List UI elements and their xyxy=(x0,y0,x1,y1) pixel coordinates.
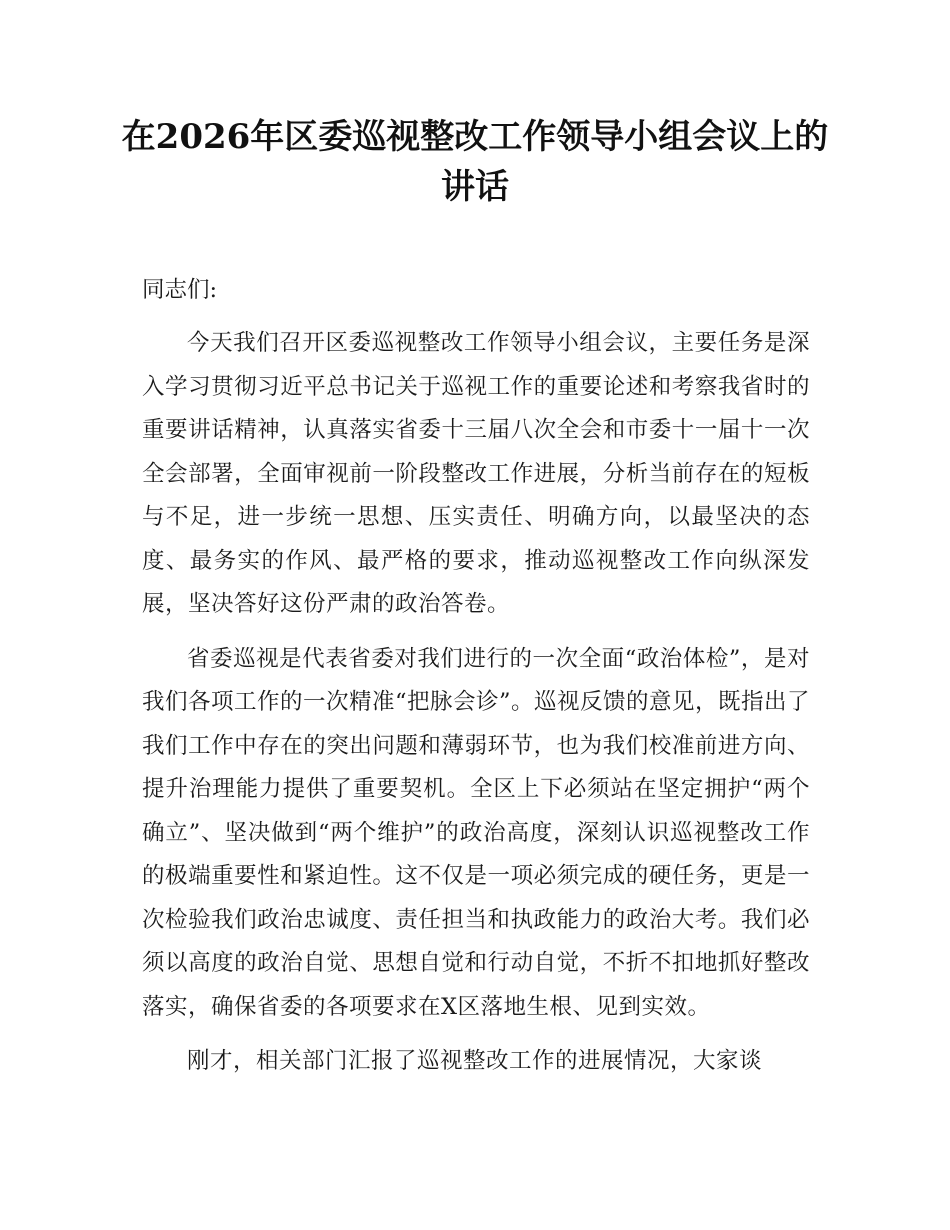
document-title: 在2026年区委巡视整改工作领导小组会议上的讲话 xyxy=(121,117,829,207)
paragraph-reports: 刚才，相关部门汇报了巡视整改工作的进展情况，大家谈 xyxy=(187,1048,763,1074)
document-body xyxy=(142,268,810,1095)
paragraph-inspection: 省委巡视是代表省委对我们进行的一次全面“政治体检”，是对我们各项工作的一次精准“把脉会诊”。巡视反馈的意见，既指出了我们工作中存在的突出问题和薄弱环节，也为我们校准前进方向、提升治理能力提供了重要契机。全区上下必须站在坚定拥护“两个确立”、坚决做到“两个维护”的政治高度，深刻认识巡视整改工作的极端重要性和紧迫性。这不仅是一项必须完成的硬任务，更是一次检验我们政治忠诚度、责任担当和执政能力的政治大考。我们必须以高度的政治自觉、思想自觉和行动自觉，不折不扣地抓好整改落实，确保省委的各项要求在X区落地生根、见到实效。 xyxy=(142,645,811,1020)
paragraph-opening: 今天我们召开区委巡视整改工作领导小组会议，主要任务是深入学习贯彻习近平总书记关于巡视工作的重要论述和考察我省时的重要讲话精神，认真落实省委十三届八次全会和市委十一届十一次全会部署，全面审视前一阶段整改工作进展，分析当前存在的短板与不足，进一步统一思想、压实责任、明确方向，以最坚决的态度、最务实的作风、最严格的要求，推动巡视整改工作向纵深发展，坚决答好这份严肃的政治答卷。 xyxy=(142,330,810,617)
salutation: 同志们: xyxy=(142,277,218,303)
